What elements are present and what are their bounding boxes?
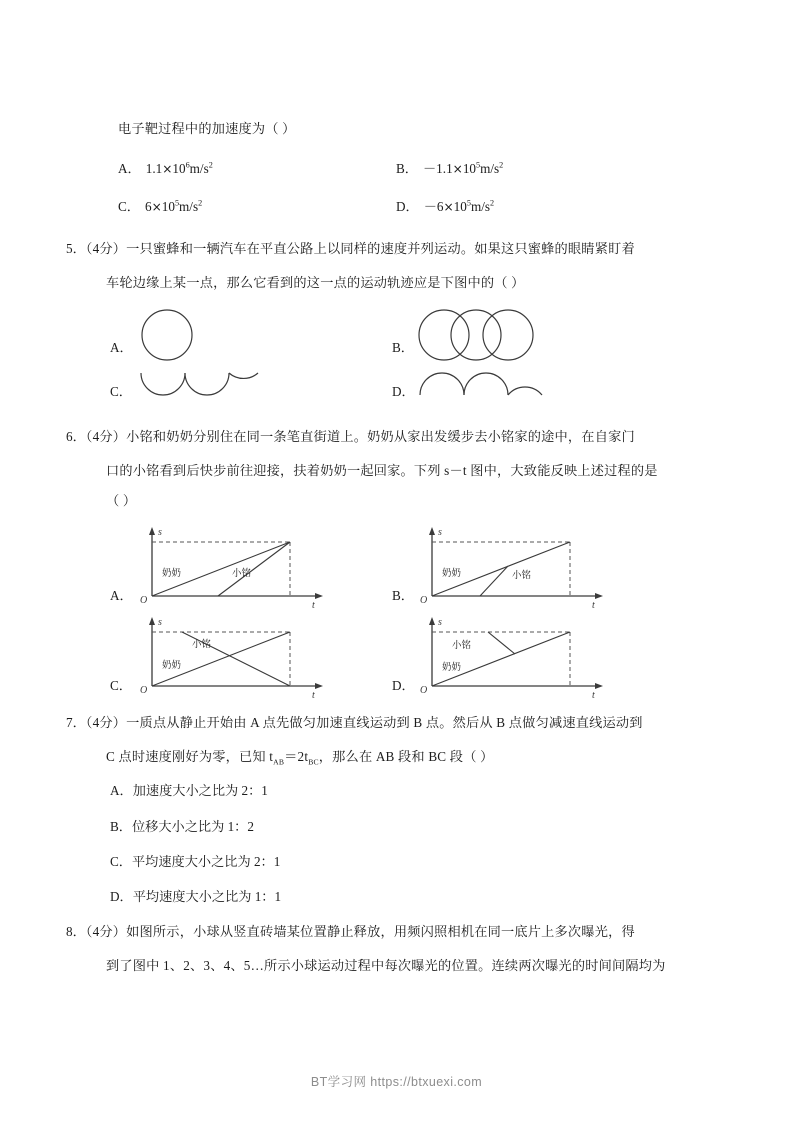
question-points: （4分） [85,241,127,256]
question7-option-b: B．位移大小之比为 1：2 [110,819,254,834]
question5-line1 [66,240,635,257]
option-value: $1.1\times 10^6m/s^2$ [145,160,213,176]
question-points: （4分） [85,429,127,444]
option-label: C． [118,199,140,214]
question5-figure-a [137,307,201,363]
svg-text:O: O [140,685,148,696]
question7-line2: C 点时速度刚好为零，已知 $t_{AB}=2t_{BC}$，那么在 AB 段和 BC 段（ ） [106,749,494,767]
question6-choice-d-label: D． [392,678,415,693]
question5-choice-c-label: C． [110,384,132,399]
svg-text:t: t [312,690,315,701]
svg-text:奶奶: 奶奶 [162,660,182,671]
question4-stem: 电子靶过程中的加速度为（ ） [118,121,296,136]
subscript-ab: AB [273,757,285,767]
question6-graph-a [140,524,340,611]
option-value: $-6\times 10^5m/s^2$ [423,198,495,214]
question6-graph-c [140,614,340,701]
svg-text:小铭: 小铭 [452,640,472,651]
svg-text:小铭: 小铭 [192,639,212,650]
svg-text:s: s [438,527,442,538]
question7-line1 [66,714,643,731]
footer-watermark: BT学习网 https://btxuexi.com [310,1075,483,1089]
question-number: 6． [66,429,86,444]
question4-option-b [396,160,503,178]
question7-option-d: D．平均速度大小之比为 1：1 [110,889,282,904]
question4-option-d [396,198,494,216]
question-text: 一质点从静止开始由 A 点先做匀加速直线运动到 B 点。然后从 B 点做匀减速直线运动到 [126,715,643,730]
question6-line3: （ ） [106,493,137,508]
question5-figure-d [418,369,548,401]
svg-text:s: s [158,617,162,628]
question5-choice-a-label: A． [110,340,133,355]
svg-text:奶奶: 奶奶 [442,568,462,579]
subscript-bc: BC [308,757,319,767]
question6-graph-d [420,614,620,701]
svg-text:s: s [158,527,162,538]
option-label: A． [118,161,141,176]
option-label: B． [396,161,418,176]
question8-line1 [66,923,635,940]
svg-text:奶奶: 奶奶 [162,568,182,579]
question6-line2: 口的小铭看到后快步前往迎接，扶着奶奶一起回家。下列 s－t 图中，大致能反映上述过程的是 [106,463,658,478]
question6-line1 [66,428,635,445]
option-label: D． [396,199,419,214]
svg-text:t: t [592,690,595,701]
option-value: $-1.1\times 10^5m/s^2$ [422,160,504,176]
svg-text:O: O [420,685,428,696]
svg-text:O: O [140,595,148,606]
svg-text:t: t [312,600,315,611]
question5-figure-b [418,307,538,363]
question4-option-c [118,198,202,216]
svg-text:小铭: 小铭 [232,568,252,579]
question7-option-c: C．平均速度大小之比为 2：1 [110,854,281,869]
svg-text:小铭: 小铭 [512,570,532,581]
option-value: $6\times 10^5m/s^2$ [144,198,203,214]
question5-figure-c [137,371,267,403]
question-number: 5． [66,241,86,256]
question-number: 7． [66,715,86,730]
question6-choice-b-label: B． [392,588,414,603]
question-text: 如图所示，小球从竖直砖墙某位置静止释放，用频闪照相机在同一底片上多次曝光，得 [126,924,635,939]
svg-text:奶奶: 奶奶 [442,662,462,673]
question8-line2: 到了图中 1、2、3、4、5…所示小球运动过程中每次曝光的位置。连续两次曝光的时间间隔均为 [106,958,666,973]
question7-option-a: A．加速度大小之比为 2：1 [110,783,268,798]
svg-text:s: s [438,617,442,628]
question5-choice-d-label: D． [392,384,415,399]
question6-graph-b [420,524,620,611]
question6-choice-c-label: C． [110,678,132,693]
question4-option-a [118,160,213,178]
question-points: （4分） [85,924,127,939]
svg-text:O: O [420,595,428,606]
question5-choice-b-label: B． [392,340,414,355]
question6-choice-a-label: A． [110,588,133,603]
svg-text:t: t [592,600,595,611]
question-points: （4分） [85,715,127,730]
question-number: 8． [66,924,86,939]
question-text: 一只蜜蜂和一辆汽车在平直公路上以同样的速度并列运动。如果这只蜜蜂的眼睛紧盯着 [126,241,635,256]
question5-line2: 车轮边缘上某一点，那么它看到的这一点的运动轨迹应是下图中的（ ） [106,275,525,290]
question-text: 小铭和奶奶分别住在同一条笔直街道上。奶奶从家出发缓步去小铭家的途中，在自家门 [126,429,635,444]
